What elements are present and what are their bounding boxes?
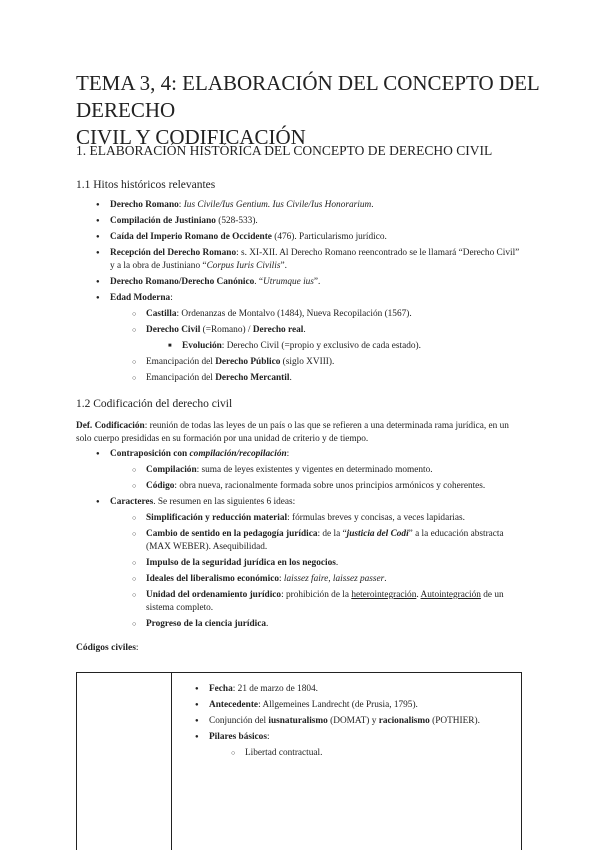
item-text: : fórmulas breves y concisas, a veces lapidarias. [287,513,465,523]
item-text: . [335,558,339,568]
item-text: ”. [313,277,321,287]
list-item [132,372,526,385]
list-item [132,464,526,477]
codificacion-definition [76,420,526,446]
item-text: : de la “ [317,529,347,539]
list-item [132,356,526,369]
title-line-1: TEMA 3, 4: ELABORACIÓN DEL CONCEPTO DEL DERECHO [76,71,539,122]
item-text: . [303,325,306,335]
codigo-civil-list [195,683,515,763]
list-item [168,340,526,353]
item-text: . [416,590,421,600]
list-item [195,683,515,696]
list-item [195,731,515,760]
item-text: : [266,732,270,742]
list-item [132,324,526,353]
codigos-heading-text: Códigos civiles [76,643,136,653]
list-item [132,528,526,554]
item-term: Recepción del Derecho Romano [110,248,237,258]
section-1-2-heading: 1.2 Codificación del derecho civil [76,398,233,410]
list-item [195,715,515,728]
list-item [132,512,526,525]
item-text: . [371,200,374,210]
contraposicion-sublist [132,464,526,493]
codigos-table [76,672,522,850]
item-text: (DOMAT) y [327,716,379,726]
caracteres-sublist [132,512,526,631]
item-term: Castilla [146,309,177,319]
item-text: : [278,574,284,584]
item-text: : [170,293,173,303]
item-term: Derecho Mercantil [215,373,290,383]
item-text: de un sistema completo. [146,590,504,613]
section-1-1-heading: 1.1 Hitos históricos relevantes [76,179,216,191]
list-item [132,557,526,570]
item-italic: compilación/recopilación [189,449,287,459]
list-item [96,199,526,212]
list-item [132,589,526,615]
item-text: : s. XI-XII. Al Derecho Romano reencontrado se le llamará “Derecho Civil” y a la obra de Justiniano “ [110,248,520,271]
item-text: : 21 de marzo de 1804. [232,684,318,694]
item-italic: justicia del Codi [346,529,409,539]
list-item [132,480,526,493]
list-item [96,496,526,631]
definition-text: : reunión de todas las leyes de un país o las que se refieren a una determinada rama jurídica, en un solo cuerpo presididas en su formación por una unidad de criterio y de tiempo. [76,421,509,444]
hitos-list [96,199,526,388]
item-term: Pilares básicos [209,732,267,742]
item-text: : suma de leyes existentes y vigentes en determinado momento. [196,465,433,475]
item-text: Conjunción del [209,716,269,726]
title-line-2: CIVIL Y CODIFICACIÓN [76,125,306,149]
item-text: : Allgemeines Landrecht (de Prusia, 1795). [258,700,418,710]
item-text: (POTHIER). [429,716,480,726]
list-item [195,699,515,712]
item-text: . [265,619,269,629]
item-term: Código [146,481,175,491]
document-title [76,70,546,151]
item-term: Unidad del ordenamiento jurídico [146,590,282,600]
list-item [96,231,526,244]
item-term: Derecho real [252,325,304,335]
codigos-heading-suffix: : [135,643,139,653]
item-term: Antecedente [209,700,259,710]
item-text: ” a la educación abstracta (MAX WEBER). Asequibilidad. [146,529,504,552]
item-term: racionalismo [378,716,430,726]
item-term: Contraposición con [110,449,190,459]
codigos-heading [76,643,139,653]
item-text: Libertad contractual. [245,748,323,758]
item-term: Compilación de Justiniano [110,216,216,226]
item-text: (siglo XVIII). [280,357,335,367]
item-text: : [286,449,290,459]
item-sep: : [178,200,184,210]
list-item [96,247,526,273]
edad-moderna-sublist [132,308,526,385]
item-term: Progreso de la ciencia jurídica [146,619,266,629]
item-text: : obra nueva, racionalmente formada sobre unos principios armónicos y coherentes. [174,481,486,491]
item-term: Compilación [146,465,197,475]
table-left-cell [77,673,172,850]
derecho-civil-sublist [168,340,526,353]
item-term: Evolución [182,341,222,351]
pilares-sublist [231,747,515,760]
item-italic: Utrumque ius [263,277,314,287]
item-term: Impulso de la seguridad jurídica en los negocios [146,558,336,568]
list-item [231,747,515,760]
item-text: . [384,574,387,584]
item-term: iusnaturalismo [268,716,328,726]
item-term: Cambio de sentido en la pedagogía jurídica [146,529,318,539]
item-text: (=Romano) / [200,325,253,335]
item-italic: Ius Civile/Ius Gentium. Ius Civile/Ius Honorarium [183,200,372,210]
item-text: : Derecho Civil (=propio y exclusivo de cada estado). [221,341,421,351]
item-italic: laissez faire, laissez passer [283,574,385,584]
list-item [96,292,526,385]
list-item [96,448,526,493]
item-term: Ideales del liberalismo económico [146,574,279,584]
list-item [96,215,526,228]
item-text: (528-533). [215,216,258,226]
item-term: Derecho Romano [110,200,179,210]
item-text: Emancipación del [146,373,216,383]
item-text: . Se resumen en las siguientes 6 ideas: [153,497,296,507]
item-text: : Ordenanzas de Montalvo (1484), Nueva Recopilación (1567). [176,309,412,319]
item-term: Simplificación y reducción material [146,513,288,523]
item-term: Caída del Imperio Romano de Occidente [110,232,272,242]
item-term: Caracteres [110,497,154,507]
list-item [132,618,526,631]
item-text: : prohibición de la [281,590,352,600]
item-text: . [289,373,292,383]
item-term: Derecho Romano/Derecho Canónico [110,277,255,287]
item-term: Fecha [209,684,233,694]
codificacion-list [96,448,526,634]
item-term: Derecho Público [215,357,281,367]
list-item [132,308,526,321]
item-italic: Corpus Iuris Civilis [206,261,281,271]
item-term: Derecho Civil [146,325,201,335]
item-text: ”. [280,261,287,271]
item-text: Emancipación del [146,357,216,367]
item-underlined: heterointegración [351,590,417,600]
list-item [96,276,526,289]
item-term: Edad Moderna [110,293,171,303]
item-text: (476). Particularismo jurídico. [271,232,387,242]
item-text: . “ [254,277,264,287]
item-underlined: Autointegración [420,590,481,600]
definition-label: Def. Codificación [76,421,145,431]
section-1-heading: 1. ELABORACIÓN HISTÓRICA DEL CONCEPTO DE DERECHO CIVIL [76,143,493,158]
list-item [132,573,526,586]
